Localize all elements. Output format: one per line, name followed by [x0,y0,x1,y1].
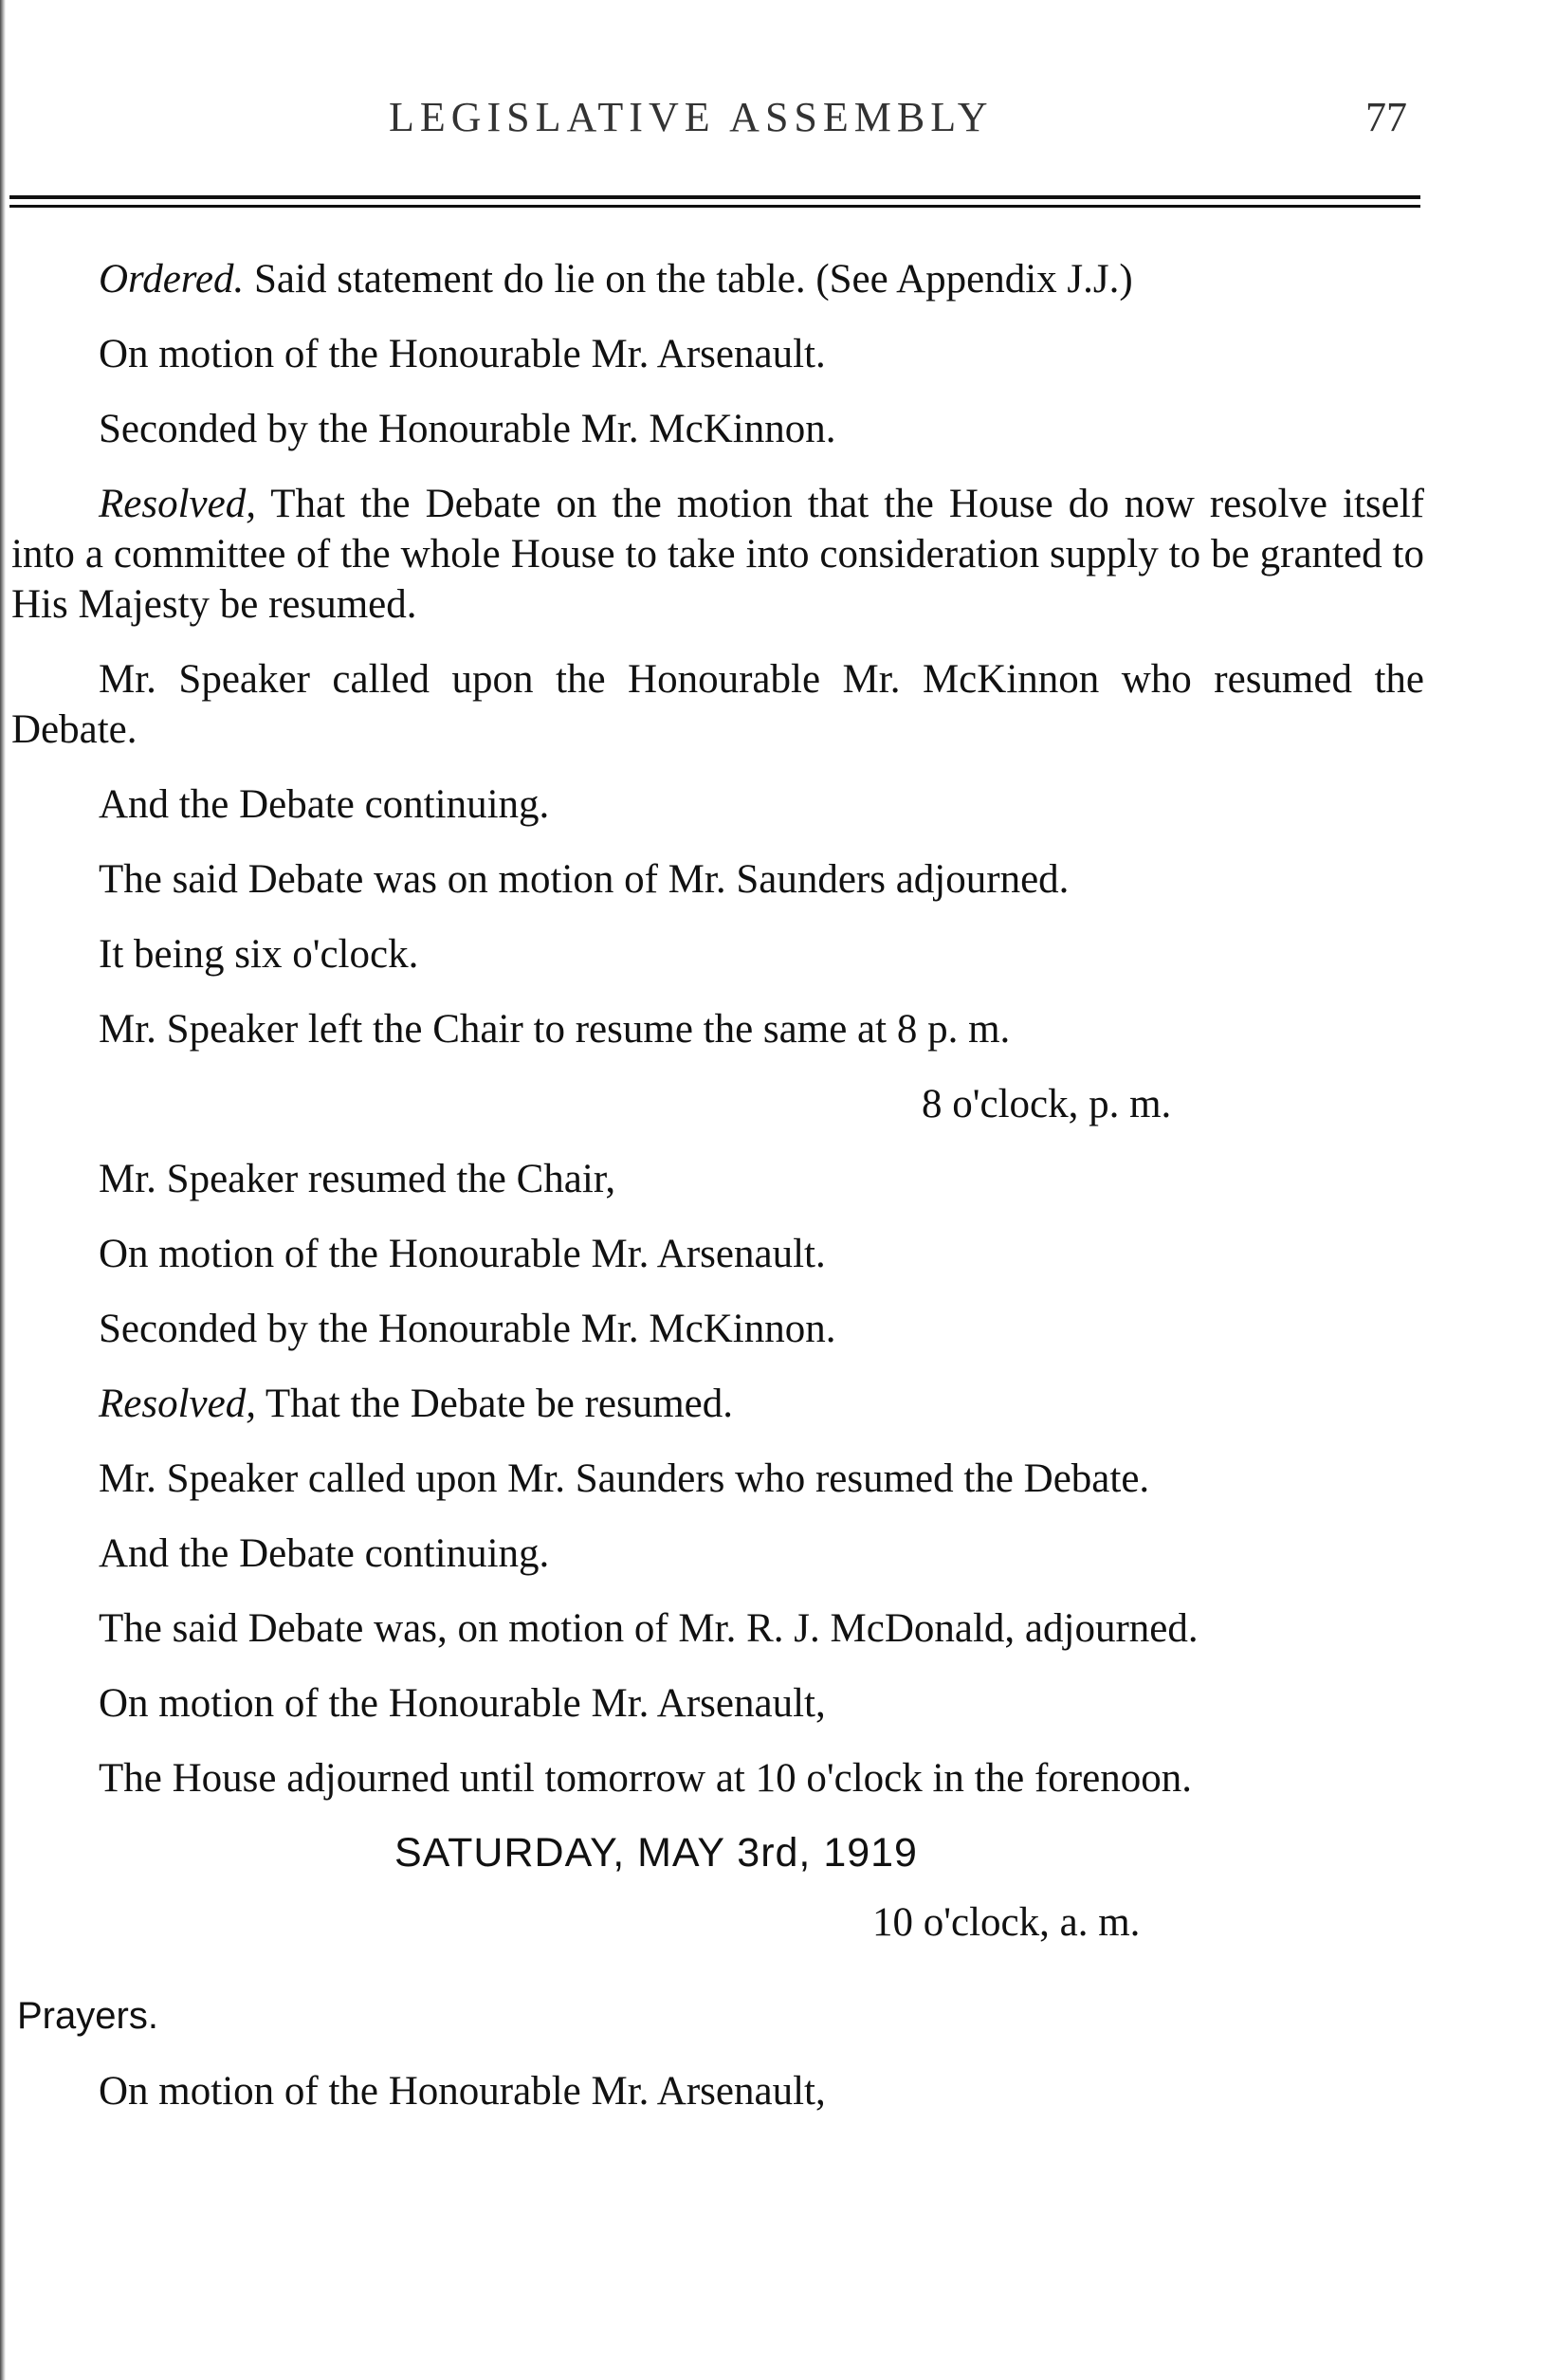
resolved-lead: Resolved, [99,1382,256,1426]
seconded-line: Seconded by the Honourable Mr. McKinnon. [99,407,836,451]
resolved-text: That the Debate on the motion that the House do now resolve itself into a committee of the whole House to take into consideration supply to be granted to His Majesty be resumed. [11,482,1424,627]
ordered-lead: Ordered. [99,257,245,302]
page-number: 77 [1365,94,1407,140]
six-oclock-line: It being six o'clock. [99,932,419,977]
speaker-called-line: Mr. Speaker called upon Mr. Saunders who resumed the Debate. [99,1456,1150,1501]
debate-continuing-line: And the Debate continuing. [99,782,550,827]
seconded-line: Seconded by the Honourable Mr. McKinnon. [99,1307,836,1351]
debate-adjourned-paragraph: The said Debate was, on motion of Mr. R. J. McDonald, adjourned. [99,1606,1199,1651]
resolved-lead: Resolved, [99,482,256,526]
debate-adjourned-line: The said Debate was on motion of Mr. Saunders adjourned. [99,857,1070,902]
morning-time-line: 10 o'clock, a. m. [872,1900,1141,1945]
running-title: LEGISLATIVE ASSEMBLY [389,94,994,140]
debate-continuing-line: And the Debate continuing. [99,1531,550,1576]
motion-line: On motion of the Honourable Mr. Arsenault. [99,332,826,376]
page-body [11,254,1424,2141]
page-binding-edge [0,0,6,2380]
prayers-line: Prayers. [17,1995,158,2037]
resolved-text: That the Debate be resumed. [255,1382,734,1426]
speaker-called-paragraph: Mr. Speaker called upon the Honourable Mr. McKinnon who resumed the Debate. [11,657,1424,752]
header-rule-thick [9,195,1420,199]
motion-line: On motion of the Honourable Mr. Arsenault. [99,1232,826,1276]
ordered-text: Said statement do lie on the table. (See Appendix J.J.) [244,257,1133,302]
speaker-resumed-chair-line: Mr. Speaker resumed the Chair, [99,1157,616,1201]
header-rule-thin [9,205,1420,208]
page-header [0,93,1556,150]
day-heading: SATURDAY, MAY 3rd, 1919 [394,1830,918,1876]
ordered-paragraph [11,254,1424,304]
resolved-line [11,1379,1424,1429]
motion-line: On motion of the Honourable Mr. Arsenault, [99,2069,826,2114]
resolved-paragraph [11,479,1424,630]
motion-line: On motion of the Honourable Mr. Arsenault, [99,1681,826,1726]
evening-time-line: 8 o'clock, p. m. [922,1082,1172,1126]
speaker-left-chair-line: Mr. Speaker left the Chair to resume the same at 8 p. m. [99,1007,1011,1052]
house-adjourned-paragraph: The House adjourned until tomorrow at 10 o'clock in the forenoon. [99,1756,1192,1801]
